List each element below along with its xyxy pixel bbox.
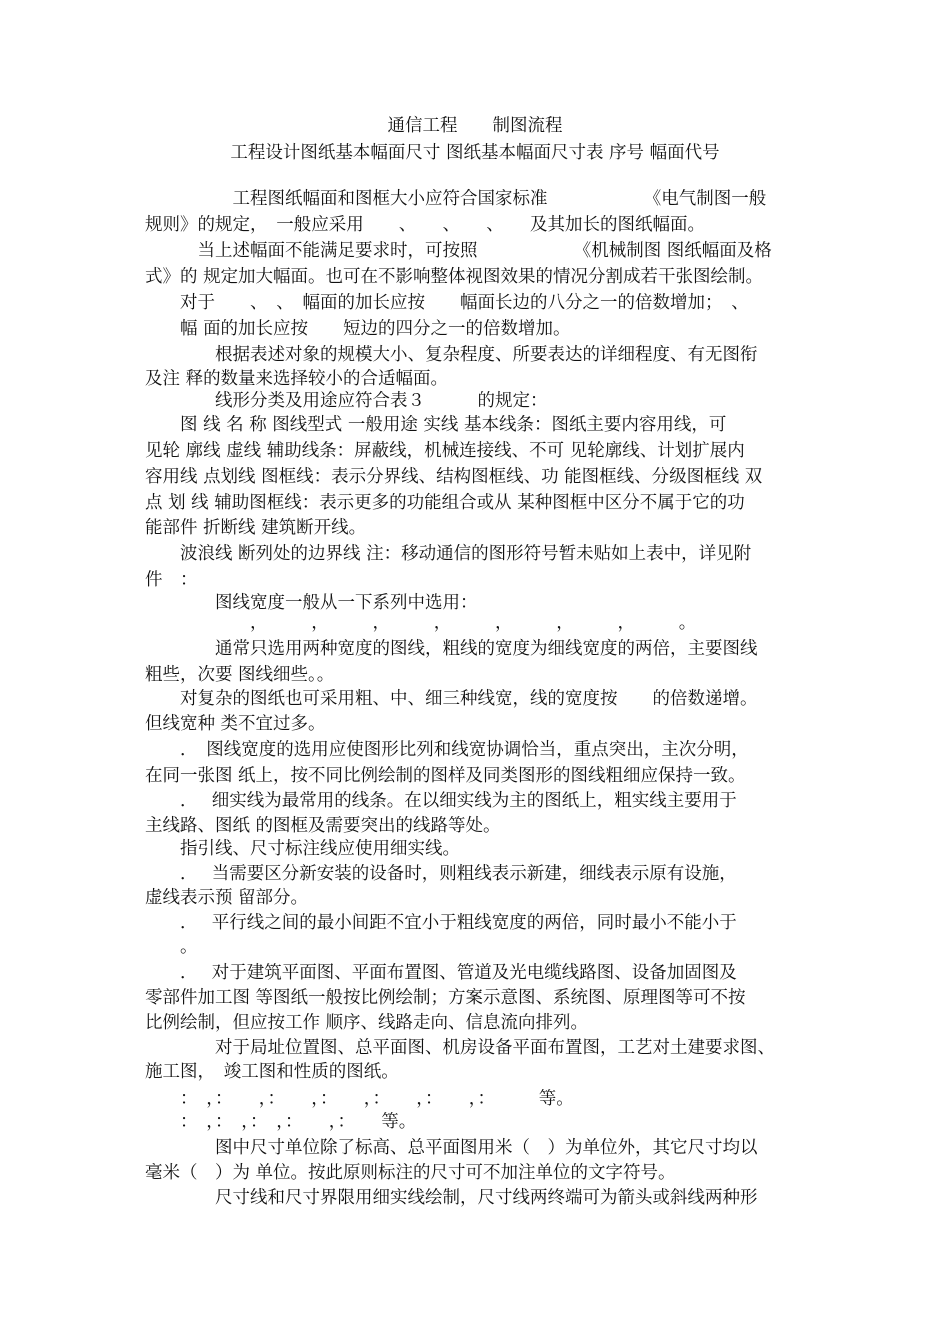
body-line: 对于局址位置图、总平面图、机房设备平面布置图，工艺对土建要求图、	[145, 1038, 775, 1058]
body-line: 但线宽种 类不宜过多。	[145, 714, 326, 734]
body-line: 对于 、 、 幅面的加长应按 幅面长边的八分之一的倍数增加； 、	[145, 293, 749, 313]
body-line: ． 平行线之间的最小间距不宜小于粗线宽度的两倍，同时最小不能小于	[145, 913, 737, 933]
body-line: 施工图， 竣工图和性质的图纸。	[145, 1062, 399, 1082]
body-line: 尺寸线和尺寸界限用细实线绘制，尺寸线两终端可为箭头或斜线两种形	[145, 1188, 758, 1208]
body-line: 毫米（ ）为 单位。按此原则标注的尺寸可不加注单位的文字符号。	[145, 1163, 676, 1183]
document-title: 通信工程 制图流程	[387, 116, 563, 136]
body-line: ： ，： ，： ，： ，： ，： ，： 等。	[145, 1089, 574, 1109]
body-line: 波浪线 断列处的边界线 注：移动通信的图形符号暂未贴如上表中，详见附	[145, 544, 752, 564]
body-line: 见轮 廓线 虚线 辅助线条：屏蔽线，机械连接线、不可 见轮廓线、计划扩展内	[145, 441, 745, 461]
body-line: 虚线表示预 留部分。	[145, 888, 309, 908]
body-line: 对复杂的图纸也可采用粗、中、细三种线宽，线的宽度按 的倍数递增。	[145, 689, 758, 709]
body-line: ． 图线宽度的选用应使图形比列和线宽协调恰当，重点突出，主次分明，	[145, 740, 749, 760]
body-line: 式》的 规定加大幅面。也可在不影响整体视图效果的情况分割成若干张图绘制。	[145, 267, 764, 287]
document-subtitle: 工程设计图纸基本幅面尺寸 图纸基本幅面尺寸表 序号 幅面代号	[230, 143, 720, 163]
body-line: ． 对于建筑平面图、平面布置图、管道及光电缆线路图、设备加固图及	[145, 963, 737, 983]
body-line: ： ，： ，： ，： ，： 等。	[145, 1112, 417, 1132]
body-line: ． 当需要区分新安装的设备时，则粗线表示新建，细线表示原有设施，	[145, 864, 737, 884]
body-line: 零部件加工图 等图纸一般按比例绘制；方案示意图、系统图、原理图等可不按	[145, 988, 746, 1008]
body-line: 图中尺寸单位除了标高、总平面图用米（ ）为单位外，其它尺寸均以	[145, 1138, 758, 1158]
body-line: 比例绘制，但应按工作 顺序、线路走向、信息流向排列。	[145, 1013, 589, 1033]
body-line: 图 线 名 称 图线型式 一般用途 实线 基本线条：图纸主要内容用线，可	[145, 415, 727, 435]
body-line: ． 细实线为最常用的线条。在以细实线为主的图纸上，粗实线主要用于	[145, 791, 737, 811]
body-line: 。	[145, 937, 198, 957]
body-line: 图线宽度一般从一下系列中选用：	[145, 593, 478, 613]
body-line: 在同一张图 纸上，按不同比例绘制的图样及同类图形的图线粗细应保持一致。	[145, 766, 746, 786]
body-line: 当上述幅面不能满足要求时，可按照 《机械制图 图纸幅面及格	[145, 241, 772, 261]
body-line: 根据表述对象的规模大小、复杂程度、所要表达的详细程度、有无图衔	[145, 345, 758, 365]
body-line: 线形分类及用途应符合表３ 的规定：	[145, 391, 548, 411]
body-line: 能部件 折断线 建筑断开线。	[145, 518, 367, 538]
body-line: 通常只选用两种宽度的图线，粗线的宽度为细线宽度的两倍，主要图线	[145, 639, 758, 659]
body-line: 主线路、图纸 的图框及需要突出的线路等处。	[145, 816, 501, 836]
body-line: 工程图纸幅面和图框大小应符合国家标准 《电气制图一般	[145, 189, 767, 209]
body-line: 容用线 点划线 图框线：表示分界线、结构图框线、功 能图框线、分级图框线 双	[145, 467, 763, 487]
body-line: 粗些，次要 图线细些。。	[145, 665, 335, 685]
body-line: 及注 释的数量来选择较小的合适幅面。	[145, 369, 449, 389]
body-line: 点 划 线 辅助图框线：表示更多的功能组合或从 某种图框中区分不属于它的功	[145, 493, 745, 513]
body-line: 件 ：	[145, 570, 198, 590]
body-line: 指引线、尺寸标注线应使用细实线。	[145, 839, 460, 859]
body-line: 幅 面的加长应按 短边的四分之一的倍数增加。	[145, 319, 571, 339]
body-line: ， ， ， ， ， ， ， 。	[145, 613, 697, 633]
body-line: 规则》的规定， 一般应采用 、 、 、 及其加长的图纸幅面。	[145, 215, 705, 235]
